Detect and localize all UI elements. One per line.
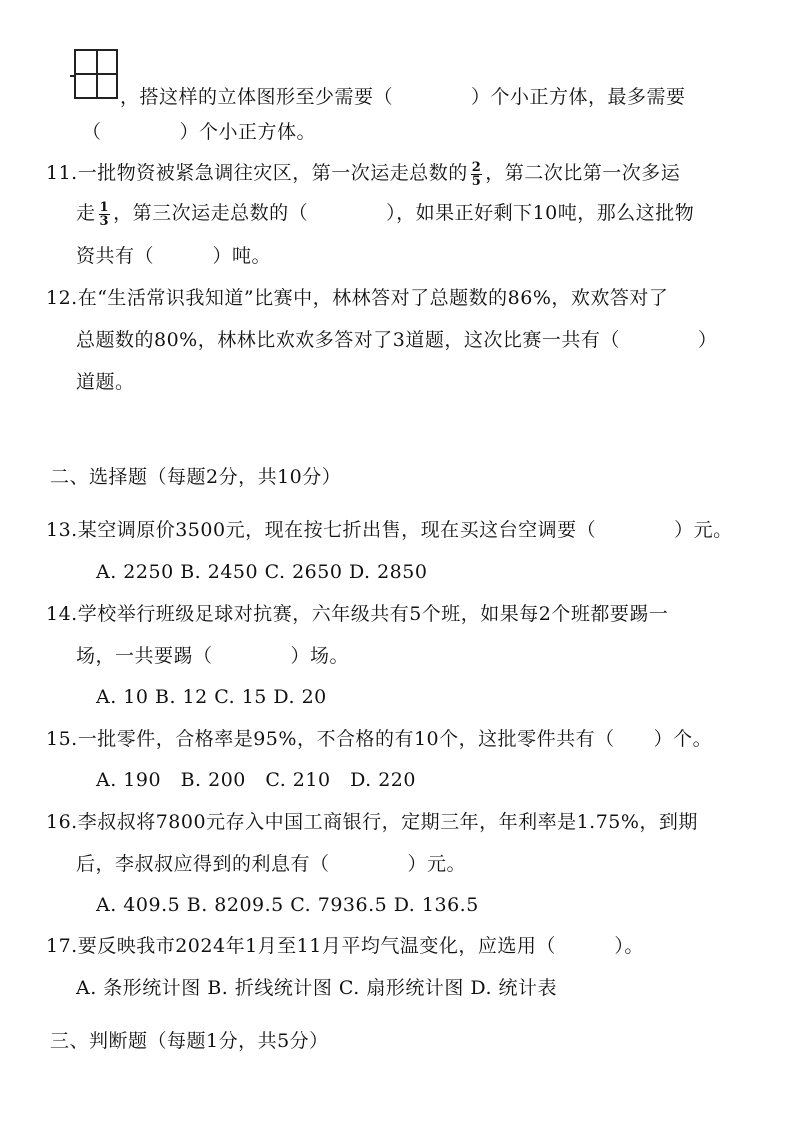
q16-options: A. 409.5 B. 8209.5 C. 7936.5 D. 136.5 <box>96 894 479 916</box>
q11-line3: 资共有（ ）吨。 <box>76 245 272 267</box>
q10-line1: ，搭这样的立体图形至少需要（ ）个小正方体，最多需要 <box>120 86 686 108</box>
q15-stem: 15.一批零件，合格率是95%，不合格的有10个，这批零件共有（ ）个。 <box>46 728 713 750</box>
q17-stem: 17.要反映我市2024年1月至11月平均气温变化，应选用（ ）。 <box>46 935 644 957</box>
fraction-denominator: 5 <box>471 173 482 189</box>
section3-title: 三、判断题（每题1分，共5分） <box>50 1030 329 1052</box>
q13-options: A. 2250 B. 2450 C. 2650 D. 2850 <box>96 561 428 583</box>
fraction-denominator: 3 <box>99 213 110 229</box>
q13-stem: 13.某空调原价3500元，现在按七折出售，现在买这台空调要（ ）元。 <box>46 519 733 541</box>
q11-line1 <box>46 160 680 188</box>
section2-title: 二、选择题（每题2分，共10分） <box>50 466 342 488</box>
q11-fraction-two-fifths <box>471 161 483 188</box>
q11-fraction-one-third <box>99 201 111 228</box>
figure-left-tick <box>70 75 75 77</box>
q11-part2: ，第二次比第一次多运 <box>485 162 681 184</box>
q11-line2 <box>76 200 694 228</box>
q12-line1: 12.在“生活常识我知道”比赛中，林林答对了总题数的86%，欢欢答对了 <box>46 287 669 309</box>
q11-part3: 走 <box>76 202 96 224</box>
q14-line2: 场，一共要踢（ ）场。 <box>76 645 350 667</box>
q10-line2: （ ）个小正方体。 <box>82 121 317 143</box>
q16-line1: 16.李叔叔将7800元存入中国工商银行，定期三年，年利率是1.75%，到期 <box>46 811 698 833</box>
fraction-numerator: 1 <box>99 199 110 215</box>
q14-options: A. 10 B. 12 C. 15 D. 20 <box>96 686 327 708</box>
q17-options: A. 条形统计图 B. 折线统计图 C. 扇形统计图 D. 统计表 <box>76 977 558 999</box>
q12-line3: 道题。 <box>76 371 135 393</box>
q11-part4: ，第三次运走总数的（ ），如果正好剩下10吨，那么这批物 <box>113 202 695 224</box>
q14-line1: 14.学校举行班级足球对抗赛，六年级共有5个班，如果每2个班都要踢一 <box>46 603 669 625</box>
fraction-numerator: 2 <box>471 159 482 175</box>
q15-options: A. 190 B. 200 C. 210 D. 220 <box>96 769 416 791</box>
q12-line2: 总题数的80%，林林比欢欢多答对了3道题，这次比赛一共有（ ） <box>76 329 718 351</box>
figure-horizontal-line <box>76 73 116 75</box>
q11-part1: 11.一批物资被紧急调往灾区，第一次运走总数的 <box>46 162 468 184</box>
cube-view-figure <box>74 49 118 99</box>
q16-line2: 后，李叔叔应得到的利息有（ ）元。 <box>76 853 467 875</box>
